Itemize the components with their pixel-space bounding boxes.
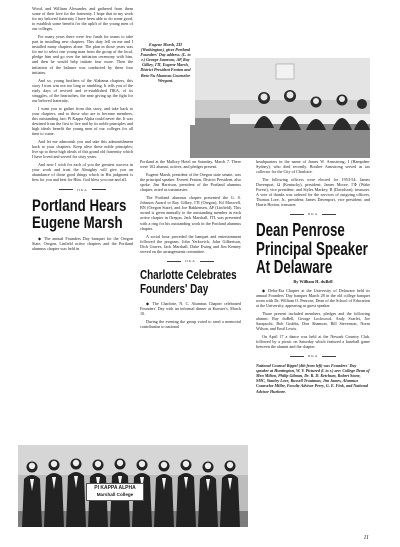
headline-line: At Delaware [256, 257, 333, 278]
photo-1-caption-box [135, 40, 195, 125]
headline-line: Principal Speaker [256, 238, 368, 259]
column-3 [256, 159, 370, 394]
paragraph: ◆ The Charlotte, N. C. Alumnus Chapter celebrated Founders' Day with an informal dinner at Kuester's, March 10. [140, 300, 241, 316]
paragraph: A social hour preceded the banquet and entertainment followed the program. John Yerkovich, John Gilbertson, Dick Graves, Jack Marshall, Duke Ewing and Jim Kenney served on the arrangements committee. [140, 233, 241, 254]
paragraph: The Portland alumnus chapter presented the G. S. Johnson Award to Ray Gilkey, ΓΠ (Oregon), Ed Maxwell, BN (Oregon State), and Joe Bakkensen, ΔP (Linfield). This award is given annually to the outstanding member in each active chapter in Oregon. Jack Marshall, ΓΠ, was presented with a ring for his outstanding work in the Portland alumnus chapter. [140, 195, 241, 231]
diamond-bullet-icon: ◆ [262, 287, 267, 293]
paragraph: The following officers were elected for 1953-54: James Davenport, Ω (Kentucky), president; James Moore, ΓΦ (Wake Forest), vice president; and Styles Markey, B (Davidson), treasurer. A vote of thanks was ordered for the services of outgoing officers, Thomas Lore, Jr., president; James Davenport, vice president; and Harris Horton, treasurer. [256, 177, 370, 208]
paragraph: And so, young brothers of the Alabama chapters, this story I trust was not too long or rambling. It tells you of the early days of revived and re-established ΠKA, of its struggles, of the heartaches, the near giving up the fight for our beloved fraternity. [32, 77, 133, 103]
paragraph: Eugene Marsh, president of the Oregon state senate, was the principal speaker. Everett Fenton, District President, also spoke. Jim Harrison, president of the Portland alumnus chapter, acted as toastmaster. [140, 172, 241, 193]
photo-huntington-group [18, 445, 248, 527]
photo-caption: National Counsel Rippel (4th from left) was Founders' Day speaker at Huntington, W. V. Pictured (l. to r.) are: College Dean of Men Milton, Philip Gilman, Dr. R. D. Ketchum, Robert Stone, SMC, Stanley Love, Russell Troutman, Jim James, Alumnus Counselor Miller, Faculty Advisor Perry, G. E. Fink, and National Advisor Huebner. [256, 363, 370, 394]
paragraph: ◆ The annual Founders Day banquet for the Oregon State, Oregon, Linfield active chapters and the Portland alumnus chapter was held in [32, 235, 133, 251]
paragraph: Those present included members, pledges and the following alumni: Ray duBell, George Lockwood, Andy Scarlet, Joe Sarapuchi, Bob Grubbs, Don Shannon, Bill Stevenson, Norm Wilson, and Emil Lewis. [256, 310, 370, 331]
byline: By William H. duBell [293, 279, 333, 285]
headline-line: Portland Hears [32, 195, 127, 215]
section-ornament: ΠKA [140, 259, 241, 264]
paragraph: ◆ Delta-Eta Chapter at the University of Delaware held its annual Founders' Day banquet March 28 in the old college banquet room with Dr. William O. Penrose, Dean of the School of Education at the University, appearing as guest speaker. [256, 287, 370, 308]
section-ornament: ΠKA [256, 212, 370, 217]
headline-line: Dean Penrose [256, 220, 345, 241]
photo-portland-speakers [190, 58, 370, 158]
paragraph: For many years there were few funds for teams to take part in installing new chapters. This duty fell on me and I installed many chapters alone. The plan in those years was for me to select one young man from the group of the local, pledge him and go over the initiation ceremony with him, and then he would help initiate four more. Then the initiation of the balance was conducted by these four initiates. [32, 34, 133, 75]
banner [86, 483, 144, 501]
column-2 [140, 159, 241, 329]
intro-text [32, 6, 133, 183]
headline-line: Eugene Marsh [32, 212, 123, 232]
paragraph: Portland at the Mallory Hotel on Saturday, March 7. There were 102 alumni, actives, and pledges present. [140, 159, 241, 170]
headline-portland [32, 197, 133, 233]
paragraph: And now I wish for each of you the greatest success in your work and trust the Almighty will give you an abundance of those good things which in His judgment is best for you and best for Him. God bless you one and all. [32, 162, 133, 183]
headline-line: Charlotte Celebrates [140, 266, 237, 282]
column-1 [32, 6, 133, 251]
page-number: 11 [363, 535, 369, 541]
headline-line: Founders' Day [140, 280, 209, 296]
diamond-bullet-icon: ◆ [38, 235, 43, 241]
paragraph: I want you to gather from this story, and take back to your chapters, and to those who are to become members, this outstanding fact: Pi Kappa Alpha could never die. It was destined from the first to live and by its noble principles and high ideals benefit the young men of our colleges for all time to come. [32, 105, 133, 137]
photo-caption: Eugene Marsh, ΣΠ (Washington), gives Portland Founders' Day address. (L. to r.) George Jameson, ΔP, Ray Gilkey, ΓΠ, Eugene Marsh, District President Fenton and Beta-Nu Alumnus Counselor Wergant. [140, 42, 191, 83]
banner-line: PI KAPPA ALPHA [94, 485, 136, 491]
paragraph: headquarters in the name of James W. Armstrong, I (Hampden-Sydney), who died recently. Brother Armstrong served as tax collector for the City of Charlotte. [256, 159, 370, 175]
headline-delaware [256, 221, 370, 277]
diamond-bullet-icon: ◆ [146, 300, 151, 306]
section-ornament: ΠKA [256, 354, 370, 359]
section-ornament: ΠKA [32, 188, 133, 193]
paragraph: On April 17 a dance was held at the Newark Country Club, followed by a picnic on Saturday which featured a baseball game between the alumni and the chapter. [256, 333, 370, 349]
banner-line: Marshall College [96, 492, 134, 497]
paragraph: And let me admonish you and take this admonishment back to your chapters: Keep alive these noble principles; live up to these high ideals of this grand old fraternity which I have loved and served for sixty years. [32, 139, 133, 160]
headline-charlotte [140, 268, 241, 298]
paragraph: Wood, and William Alexander, and gathered from them some of their love for the fraternity. I hope that in my work for my beloved fraternity I have been able to do some good, to establish some benefit for the uplift of the young men of our colleges. [32, 6, 133, 32]
paragraph: During the evening the group voted to send a memorial contribution to national [140, 318, 241, 330]
